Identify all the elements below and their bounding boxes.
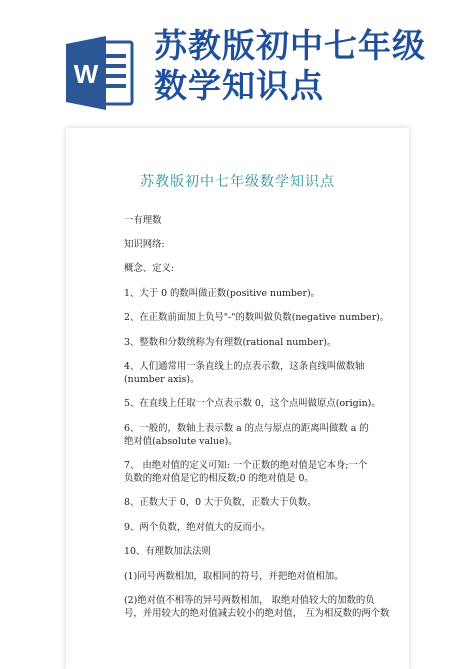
word-icon: [66, 34, 134, 112]
paragraph-item-7-line-2: 负数的绝对值是它的相反数;0 的绝对值是 0。: [124, 473, 314, 485]
paragraph-item-1: 1、大于 0 的数叫做正数(positive number)。: [124, 287, 320, 299]
paragraph-definitions-heading: 概念、定义:: [124, 263, 175, 275]
paragraph-rule-2: [124, 588, 390, 625]
header-title: [154, 26, 426, 106]
paragraph-knowledge-network: 知识网络:: [124, 239, 165, 251]
paragraph-item-7-line-1: 7、 由绝对值的定义可知: 一个正数的绝对值是它本身;一个: [124, 460, 368, 472]
paragraph-item-10: 10、有理数加法法则: [124, 546, 211, 558]
paragraph-item-7: [124, 453, 382, 490]
header-banner: [0, 0, 474, 122]
document-title: 苏教版初中七年级数学知识点: [140, 174, 335, 190]
paragraph-item-6-line-1: 6、一般的，数轴上表示数 a 的点与原点的距离叫做数 a 的: [124, 422, 369, 434]
paragraph-item-4: [124, 354, 382, 391]
header-title-line-1: 苏教版初中七年级: [154, 26, 426, 65]
paragraph-item-3: 3、整数和分数统称为有理数(rational number)。: [124, 336, 337, 348]
paragraph-item-9: 9、两个负数，绝对值大的反而小。: [124, 521, 271, 533]
svg-text:W: W: [73, 59, 99, 89]
paragraph-item-4-line-1: 4、人们通常用一条直线上的点表示数，这条直线叫做数轴: [124, 360, 365, 372]
paragraph-item-5: 5、在直线上任取一个点表示数 0，这个点叫做原点(origin)。: [124, 398, 381, 410]
paragraph-rule-2-line-2: 号，并用较大的绝对值减去较小的绝对值， 互为相反数的两个数: [124, 607, 390, 619]
paragraph-rule-2-line-1: (2)绝对值不相等的异号两数相加， 取绝对值较大的加数的负: [124, 594, 375, 606]
document-body: [124, 208, 390, 626]
paragraph-rule-1: (1)同号两数相加，取相同的符号，并把绝对值相加。: [124, 570, 344, 582]
paragraph-section-heading: 一有理数: [124, 214, 162, 226]
paragraph-item-6: [124, 416, 382, 453]
paragraph-item-8: 8、正数大于 0，0 大于负数，正数大于负数。: [124, 497, 317, 509]
paragraph-item-2: 2、在正数前面加上负号"-"的数叫做负数(negative number)。: [124, 312, 390, 324]
paragraph-item-4-line-2: (number axis)。: [124, 373, 200, 385]
header-title-line-2: 数学知识点: [154, 66, 324, 105]
paragraph-item-6-line-2: 绝对值(absolute value)。: [124, 435, 238, 447]
document-page: [66, 128, 409, 669]
